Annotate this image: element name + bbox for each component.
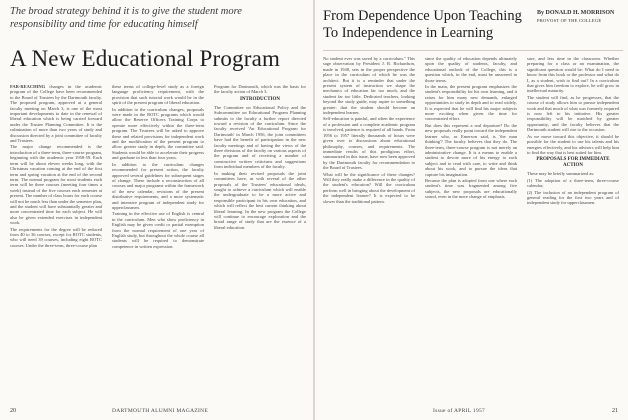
right-footer: Issue of APRIL 1957 (433, 408, 486, 414)
body-paragraph (527, 171, 619, 176)
paragraph-text: The student will find, as he progresses, that the course of study allows him to pursue independent work and that much of what was formerly required is now left to his initiative. His greater responsibility will be matched by greater opportunity, and the faculty believes that the Dartmouth student will rise to the occasion. (527, 94, 619, 133)
body-paragraph (323, 116, 415, 170)
body-paragraph (112, 107, 204, 161)
left-footer: DARTMOUTH ALUMNI MAGAZINE (112, 408, 209, 414)
body-paragraph (10, 144, 102, 225)
body-paragraph (214, 171, 306, 230)
right-columns (323, 56, 621, 396)
body-paragraph (425, 84, 517, 122)
right-column-2 (425, 56, 517, 396)
paragraph-text: Program for Dartmouth, which was the basis for the faculty action of March 3. (214, 84, 306, 95)
body-paragraph (527, 134, 619, 156)
section-heading: PROPOSALS FOR IMMEDIATE ACTION (536, 157, 610, 169)
paragraph-text: The Committee on Educational Policy and the Subcommittee on Educational Program Planning submits to the faculty a further report directed toward a revision of the curriculum. Since the faculty received 'An Educational Program for Dartmouth' in March 1956, the joint committees have had the benefit of participation in the new faculty meetings and of having the views of the three divisions of the faculty on various aspects of the program and of receiving a number of constructive written criticisms and suggestions from individual members of the faculty. (214, 104, 306, 170)
paragraph-text: In addition to the curriculum changes recommended for present action, the faculty approved several guidelines for subsequent stages of change. These include a reconstruction of all courses and major programs within the framework of the new calendar, revisions of the present distributive requirements, and a more systematic and intensive program of independent study for upperclassmen. (112, 161, 204, 210)
body-paragraph (112, 211, 204, 249)
body-paragraph (527, 178, 619, 189)
body-paragraph (323, 172, 415, 204)
paragraph-text: Training in the effective use of English is central in the curriculum. Men who show proficiency in English may be given credit or partial exemption from the normal requirement of one year of English study, but throughout the whole course all students will be required to demonstrate competence in written expression. (112, 211, 204, 249)
body-paragraph (112, 84, 204, 106)
paragraph-text: The requirements for the degree will be reduced from 40 to 36 courses, except for ROTC students, who will need 39 courses, including eight ROTC courses. Under the three-term, three-course plan (10, 226, 102, 248)
left-column-1 (10, 84, 102, 394)
byline-role: PROVOST OF THE COLLEGE (537, 18, 602, 23)
byline (537, 10, 625, 24)
left-page (0, 0, 313, 420)
paragraph-text: Because the plan is adopted from one where each student's time was fragmented among five subjects, the new proposals are educationally sound, even in the mere change of emphasis. (425, 177, 517, 200)
body-paragraph (10, 227, 102, 249)
paragraph-text: sure, and less time in the classroom. Whether preparing for a class or an examination, the significant question would be: What do I need to know from this book or the professor and what do I, as a student, wish to find out? In a curriculum that gives him freedom to explore, he will grow in intellectual maturity. (527, 56, 619, 94)
paragraph-text: But does this represent a real departure? Do the new proposals really point toward the independent learner who, as Emerson said, is 'the man thinking'? The faculty believes that they do. The three-term, three-course program is not merely an administrative change. It is a means to enable a student to devote more of his energy to each subject and to read with care, to write and think about his work, and to pursue the ideas that capture his imagination. (425, 122, 517, 177)
paragraph-text: The major change recommended is the introduction of a three-term, three-course program, beginning with the academic year 1958-59. Each term will be about eleven weeks long, with the Christmas vacation coming at the end of the first term and spring vacation at the end of the second term. The normal program for most students each term will be three courses (meeting four times a week) instead of the five courses each semester at present. The number of class hours for each course will not be much less than under the semester plan, and the student will have substantially greater and more concentrated time for each subject. He will also be given extended exercises in independent work. (10, 144, 102, 226)
left-column-3 (214, 84, 306, 394)
body-paragraph (323, 56, 415, 115)
title-rule (323, 50, 623, 51)
paragraph-text: (2) The inclusion of an independent program of general reading for the first two years and of independent study for upperclassmen. (527, 189, 619, 206)
paragraph-text: In making their revised proposals the joint committees have, as with several of the other proposals of the Trustees' educational ideals, sought to achieve a curriculum which will enable the undergraduate to be a more active and responsible participant in his own education, and which will reflect the best current thinking about liberal learning. In the new program the College will continue to encourage exploration and the broad range of study that are the essence of a liberal education. (214, 170, 306, 230)
body-paragraph (425, 56, 517, 83)
body-paragraph (214, 105, 306, 170)
paragraph-text: changes in the academic program of the College have been recommended to the Board of Trustees by the Dartmouth faculty. The proposed program, approved at a general faculty meeting on March 3, is one of the most important developments to date in the renewal of liberal education which is being carried forward under the Trustee Planning Committee. It is the culmination of more than two years of study and discussion directed by a joint committee of faculty and Trustees. (10, 84, 102, 144)
paragraph-text: These may be briefly summarized as: (527, 171, 595, 177)
left-page-number: 20 (10, 408, 16, 414)
section-heading: INTRODUCTION (239, 96, 280, 102)
right-article-title: From Dependence Upon Teaching To Independence in Learning (323, 8, 522, 41)
left-column-2 (112, 84, 204, 394)
paragraph-text: (1) The adoption of a three-term, three-course calendar; (527, 177, 619, 189)
right-column-1 (323, 56, 415, 396)
body-paragraph (527, 95, 619, 133)
right-page (315, 0, 628, 420)
left-columns (10, 84, 308, 394)
body-paragraph (527, 190, 619, 206)
paragraph-text: No student ever was saved by a curriculum." This sage observation by President J. R. Richardson, made in 1948, sets in the proper perspective the place in the curriculum of which he was the architect. But it is a reminder that under the present system of instruction we shape the mechanics of education far too much, and the student far too little. Dedicated teachers, looking beyond the study guide, may aspire to something greater: that the student should become an independent learner. (323, 56, 415, 116)
article-kicker: The broad strategy behind it is to give the student more responsibility and time for educating himself (10, 6, 242, 30)
paragraph-text: since the quality of education depends ultimately upon the quality of students, faculty, and educational outlook of the College, this is a question which, in the end, must be answered in those terms. (425, 56, 517, 83)
right-column-3 (527, 56, 619, 396)
body-paragraph (425, 123, 517, 177)
right-page-number: 21 (612, 408, 618, 414)
body-paragraph (527, 56, 619, 94)
paragraph-text: these terms of college-level study as a foreign language proficiency requirement, with the provision that such tutorial work would be in the spirit of the present program of liberal education. (112, 84, 204, 106)
body-paragraph (214, 84, 306, 95)
paragraph-text: What will be the significance of these changes? Will they really make a difference in the quality of the student's education? Will the curriculum perform well in bringing about the development of the independent learner? It is expected to be slower than the traditional pattern. (323, 171, 415, 204)
body-paragraph (425, 178, 517, 200)
lead-in: FAR-REACHING (10, 84, 46, 89)
body-paragraph (112, 162, 204, 211)
byline-name: By DONALD H. MORRISON (537, 10, 615, 16)
paragraph-text: Self-education is painful, and when the experience of a profession and a complete academic program is involved, patience is required of all hands. From 1956 to 1957 literally thousands of hours were given over to discussions about educational philosophy, courses, and requirements. The immediate results of this prodigious effort, summarized in this issue, have now been approved by the Dartmouth faculty for recommendation to the Board of Trustees. (323, 116, 415, 171)
paragraph-text: In the main, the present program emphasizes the student's responsibility for his own learning, and it raises for him many new demands, enlarged opportunities to study in depth and to read widely. It is expected that he will find his major subjects more exciting when given the time for concentrated effort. (425, 84, 517, 122)
paragraph-text: As we move toward this objective, it should be possible for the student to use his talents and his energies effectively, and his advisers will help him to find the way that is best suited for him. (527, 133, 619, 155)
body-paragraph (10, 84, 102, 143)
article-title: A New Educational Program (10, 46, 281, 71)
paragraph-text: In addition to the curriculum changes, proposals were made in the ROTC programs which would allow the Reserve Officers Training Corps to operate more effectively within the three-term program. The Trustees will be asked to approve these and related provisions for independent work and the modification of the present program to allow greater study in depth, the committee said. Students would be able to accelerate their progress and graduate in less than four years. (112, 106, 204, 161)
